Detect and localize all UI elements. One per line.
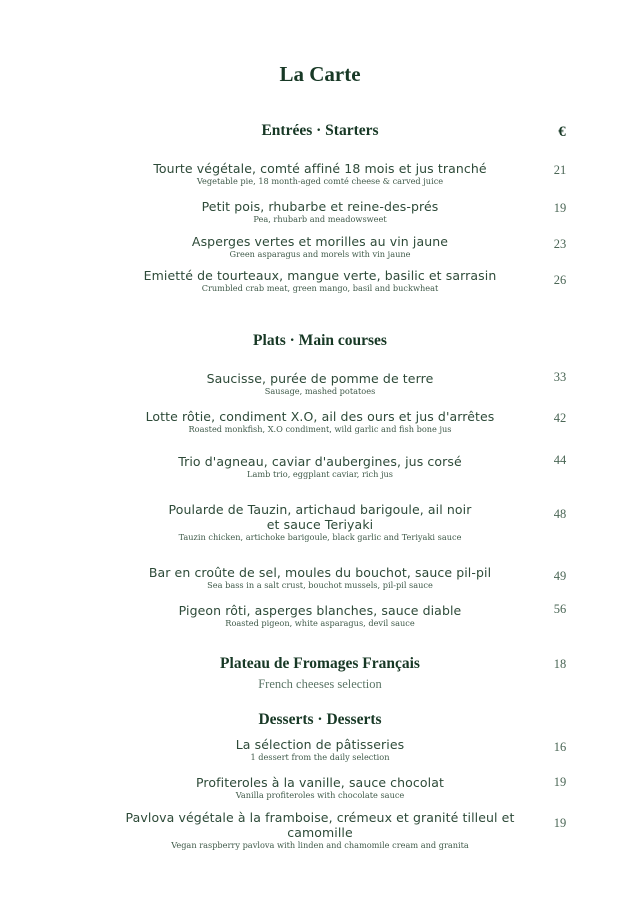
item-name-en: Lamb trio, eggplant caviar, rich jus bbox=[247, 469, 393, 479]
menu-item bbox=[120, 199, 520, 225]
item-price: 42 bbox=[553, 411, 567, 425]
menu-item bbox=[110, 502, 530, 543]
currency-symbol: € bbox=[558, 124, 566, 140]
item-price: 19 bbox=[553, 775, 567, 789]
menu-item bbox=[120, 371, 520, 397]
menu-item bbox=[120, 737, 520, 763]
item-name-fr: Profiteroles à la vanille, sauce chocolat bbox=[196, 775, 444, 790]
item-price: 18 bbox=[553, 657, 567, 671]
item-name-fr: Lotte rôtie, condiment X.O, ail des ours et jus d'arrêtes bbox=[145, 409, 495, 424]
section-heading-cheese: Plateau de Fromages Français bbox=[220, 655, 420, 672]
item-price: 49 bbox=[553, 569, 567, 583]
menu-item bbox=[110, 268, 530, 294]
item-price: 19 bbox=[553, 816, 567, 830]
item-name-en: Roasted pigeon, white asparagus, devil sauce bbox=[225, 618, 415, 628]
item-name-fr: Asperges vertes et morilles au vin jaune bbox=[191, 234, 449, 249]
item-name-en: 1 dessert from the daily selection bbox=[250, 752, 390, 762]
section-heading-starters: Entrées · Starters bbox=[261, 122, 379, 139]
menu-item bbox=[110, 409, 530, 435]
item-name-en: Vegan raspberry pavlova with linden and chamomile cream and granita bbox=[171, 840, 469, 850]
item-price: 16 bbox=[553, 740, 567, 754]
item-name-fr: Pavlova végétale à la framboise, crémeux et granité tilleul et bbox=[125, 810, 515, 825]
menu-item bbox=[100, 810, 540, 851]
item-name-fr: La sélection de pâtisseries bbox=[235, 737, 405, 752]
item-name-en: Roasted monkfish, X.O condiment, wild garlic and fish bone jus bbox=[188, 424, 452, 434]
section-heading-desserts: Desserts · Desserts bbox=[258, 711, 382, 728]
item-name-fr: Pigeon rôti, asperges blanches, sauce diable bbox=[178, 603, 462, 618]
item-name-fr: Petit pois, rhubarbe et reine-des-prés bbox=[201, 199, 439, 214]
item-price: 26 bbox=[553, 273, 567, 287]
item-price: 56 bbox=[553, 602, 567, 616]
menu-item bbox=[120, 603, 520, 629]
menu-item bbox=[120, 234, 520, 260]
item-name-en: Sea bass in a salt crust, bouchot mussels, pil-pil sauce bbox=[207, 580, 433, 590]
item-price: 44 bbox=[553, 453, 567, 467]
item-name-fr: Bar en croûte de sel, moules du bouchot, sauce pil-pil bbox=[148, 565, 492, 580]
item-price: 23 bbox=[553, 237, 567, 251]
item-name-fr: Trio d'agneau, caviar d'aubergines, jus corsé bbox=[178, 454, 462, 469]
item-price: 21 bbox=[553, 163, 567, 177]
section-heading-mains: Plats · Main courses bbox=[253, 332, 387, 349]
item-name-fr-line2: et sauce Teriyaki bbox=[266, 517, 374, 532]
item-price: 33 bbox=[553, 370, 567, 384]
menu-item bbox=[110, 565, 530, 591]
item-name-en: Green asparagus and morels with vin jaune bbox=[229, 249, 411, 259]
item-price: 48 bbox=[553, 507, 567, 521]
item-name-en: Pea, rhubarb and meadowsweet bbox=[253, 214, 387, 224]
item-price: 19 bbox=[553, 201, 567, 215]
item-name-fr: Saucisse, purée de pomme de terre bbox=[206, 371, 434, 386]
item-name-en: Vanilla profiteroles with chocolate sauce bbox=[235, 790, 405, 800]
menu-item bbox=[120, 775, 520, 801]
item-name-fr: Poularde de Tauzin, artichaud barigoule, ail noir bbox=[168, 502, 472, 517]
item-name-en: Sausage, mashed potatoes bbox=[264, 386, 376, 396]
item-name-fr-line2: camomille bbox=[287, 825, 353, 840]
item-name-fr: Emietté de tourteaux, mangue verte, basilic et sarrasin bbox=[143, 268, 497, 283]
page-title: La Carte bbox=[279, 62, 361, 86]
item-name-en: Tauzin chicken, artichoke barigoule, black garlic and Teriyaki sauce bbox=[178, 532, 462, 542]
menu-item bbox=[120, 454, 520, 480]
item-name-en: Crumbled crab meat, green mango, basil and buckwheat bbox=[201, 283, 439, 293]
menu-item bbox=[110, 161, 530, 187]
item-name-fr: Tourte végétale, comté affiné 18 mois et jus tranché bbox=[153, 161, 487, 176]
item-name-en: Vegetable pie, 18 month-aged comté cheese & carved juice bbox=[196, 176, 444, 186]
cheese-subtitle: French cheeses selection bbox=[258, 677, 382, 691]
